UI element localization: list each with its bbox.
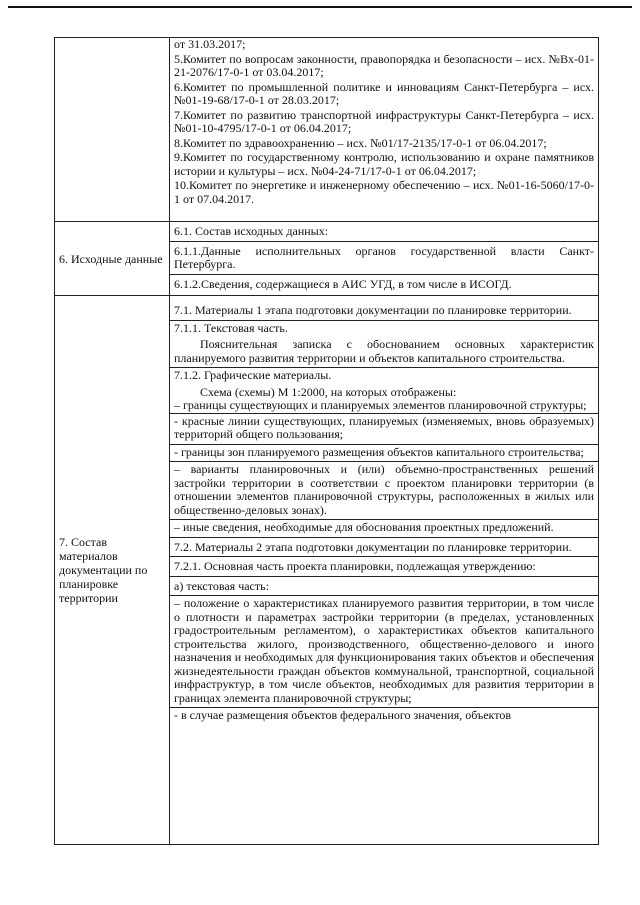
- list-item: – границы существующих и планируемых элементов планировочной структуры;: [174, 398, 587, 412]
- section6-label: 6. Исходные данные: [59, 251, 163, 266]
- list-item: 6.Комитет по промышленной политике и инновациям Санкт-Петербурга – исх. №01-19-68/17-0-1 от 28.03.2017;: [174, 79, 594, 107]
- sub-a-label: а) текстовая часть:: [170, 576, 598, 596]
- section7-label: 7. Состав материалов документации по планировке территории: [59, 535, 148, 605]
- section7-content-cell: [170, 296, 599, 845]
- top-border-line: [8, 6, 632, 8]
- graphic-title: 7.1.2. Графические материалы.: [170, 367, 598, 385]
- list-item: 6.1.1.Данные исполнительных органов государственной власти Санкт-Петербурга.: [170, 241, 598, 274]
- table-row-section7: [55, 296, 599, 845]
- list-item: 9.Комитет по государственному контролю, использованию и охране памятников истории и культуры – исх. №04-24-71/17-0-1 от 06.04.2017;: [174, 150, 594, 178]
- list-item: от 31.03.2017;: [174, 37, 246, 51]
- section5-label-cell: [55, 38, 170, 222]
- text-part-body: Пояснительная записка с обоснованием основных характеристик планируемого развития территории и объектов капитального строительства.: [174, 337, 594, 365]
- stage1-title: 7.1. Материалы 1 этапа подготовки документации по планировке территории.: [174, 303, 572, 317]
- list-item: – иные сведения, необходимые для обоснования проектных предложений.: [170, 519, 598, 537]
- list-item: - красные линии существующих, планируемых (изменяемых, вновь образуемых) территорий общего пользования;: [170, 413, 598, 444]
- list-item: 6.1.2.Сведения, содержащиеся в АИС УГД, в том числе в ИСОГД.: [170, 274, 598, 296]
- table-row-section6: [55, 222, 599, 296]
- list-item: 10.Комитет по энергетике и инженерному обеспечению – исх. №01-16-5060/17-0-1 от 07.04.2017.: [174, 178, 594, 206]
- section5-content-cell: [170, 38, 599, 222]
- section6-label-cell: [55, 222, 170, 296]
- specification-table: [54, 37, 599, 845]
- stage2-title: 7.2. Материалы 2 этапа подготовки документации по планировке территории.: [170, 537, 598, 557]
- list-item: 8.Комитет по здравоохранению – исх. №01/17-2135/17-0-1 от 06.04.2017;: [174, 135, 547, 150]
- section6-content-cell: [170, 222, 599, 296]
- table-row-section5: [55, 38, 599, 222]
- section7-label-cell: [55, 296, 170, 845]
- sub-a-body: – положение о характеристиках планируемого развития территории, в том числе о плотности и параметрах застройки территории (в пределах, установленных градостроительным регламентом), о характеристиках объектов капитального строительства жилого, производственного, общественно-делового и иного назначения и необходимых для функционирования таких объектов и обеспечения жизнедеятельности граждан объектов коммунальной, транспортной, социальной инфраструктур, в том числе объектов, необходимых для развития территории в границах элемента планировочной структуры;: [170, 595, 598, 707]
- list-item: - границы зон планируемого размещения объектов капитального строительства;: [170, 444, 598, 462]
- list-item: 6.1. Состав исходных данных:: [174, 224, 329, 238]
- list-item: 7.Комитет по развитию транспортной инфраструктуры Санкт-Петербурга – исх. №01-10-4795/17-0-1 от 06.04.2017;: [174, 107, 594, 135]
- text-part-title: 7.1.1. Текстовая часть.: [170, 320, 598, 338]
- main-part-title: 7.2.1. Основная часть проекта планировки, подлежащая утверждению:: [170, 556, 598, 576]
- list-item: – варианты планировочных и (или) объемно-пространственных решений застройки территории в соответствии с проектом планировки территории (в отношении элементов планировочной структуры, расположенных в жилых или общественно-деловых зонах).: [170, 461, 598, 519]
- list-item: 5.Комитет по вопросам законности, правопорядка и безопасности – исх. №Вх-01-21-2076/17-0-1 от 03.04.2017;: [174, 51, 594, 79]
- graphic-intro: Схема (схемы) М 1:2000, на которых отображены:: [200, 384, 457, 399]
- last-line: - в случае размещения объектов федерального значения, объектов: [170, 707, 598, 725]
